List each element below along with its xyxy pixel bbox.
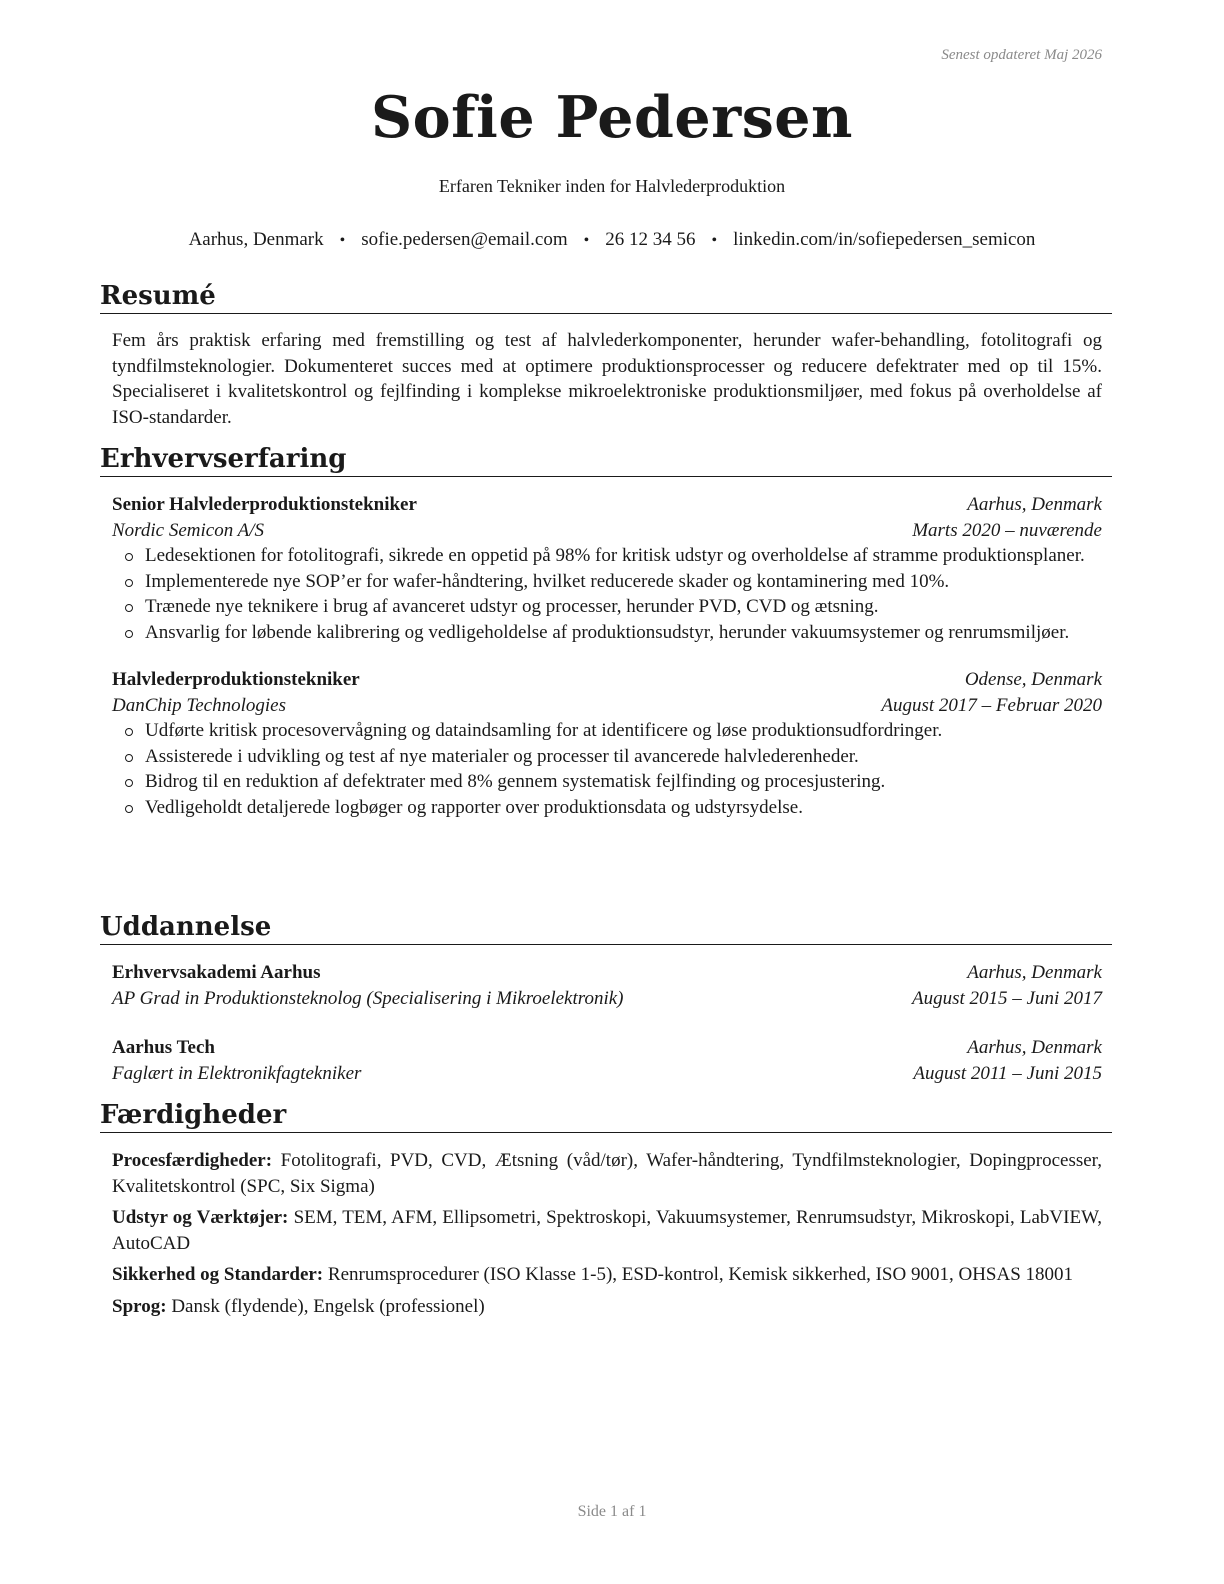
job-role: Halvlederproduktionstekniker bbox=[112, 669, 360, 690]
list-item: Ansvarlig for løbende kalibrering og vedligeholdelse af produktionsudstyr, herunder vakuumsystemer og renrumsmiljøer. bbox=[112, 620, 1102, 646]
job-dates: August 2017 – Februar 2020 bbox=[881, 694, 1102, 716]
section-title-summary: Resumé bbox=[100, 280, 1112, 314]
school-location: Aarhus, Denmark bbox=[967, 962, 1102, 983]
list-item: Implementerede nye SOP’er for wafer-håndtering, hvilket reducerede skader og kontaminering med 10%. bbox=[112, 569, 1102, 595]
job-role: Senior Halvlederproduktionstekniker bbox=[112, 494, 417, 515]
list-item: Udførte kritisk procesovervågning og dataindsamling for at identificere og løse produktionsudfordringer. bbox=[112, 718, 1102, 744]
skill-group bbox=[100, 1262, 1112, 1288]
list-item: Vedligeholdt detaljerede logbøger og rapporter over produktionsdata og udstyrsydelse. bbox=[112, 795, 1102, 821]
contact-email[interactable]: sofie.pedersen@email.com bbox=[361, 229, 568, 250]
job-dates: Marts 2020 – nuværende bbox=[912, 519, 1102, 541]
last-updated: Senest opdateret Maj 2026 bbox=[941, 47, 1102, 63]
job-bullets bbox=[112, 543, 1102, 645]
section-title-experience: Erhvervserfaring bbox=[100, 443, 1112, 477]
job-company: DanChip Technologies bbox=[112, 694, 286, 716]
job-location: Odense, Denmark bbox=[964, 669, 1102, 690]
job-entry bbox=[100, 492, 1112, 645]
education-entry bbox=[100, 960, 1112, 1011]
list-item: Bidrog til en reduktion af defektrater med 8% gennem systematisk fejlfinding og procesjustering. bbox=[112, 769, 1102, 795]
skill-text: Fotolitografi, PVD, CVD, Ætsning (våd/tør), Wafer-håndtering, Tyndfilmsteknologier, Dopingprocesser, Kvalitetskontrol (SPC, Six Sigma) bbox=[112, 1150, 1102, 1197]
skills-section bbox=[100, 1099, 1112, 1325]
skill-label: Sikkerhed og Standarder: bbox=[112, 1264, 324, 1285]
list-item: Trænede nye teknikere i brug af avanceret udstyr og processer, herunder PVD, CVD og ætsning. bbox=[112, 594, 1102, 620]
degree: AP Grad in Produktionsteknolog (Specialisering i Mikroelektronik) bbox=[112, 987, 624, 1009]
skill-group bbox=[100, 1148, 1112, 1199]
job-location: Aarhus, Denmark bbox=[967, 494, 1102, 515]
skill-label: Sprog: bbox=[112, 1295, 167, 1317]
separator-dot: • bbox=[711, 232, 718, 249]
job-company: Nordic Semicon A/S bbox=[112, 519, 264, 541]
contact-linkedin[interactable]: linkedin.com/in/sofiepedersen_semicon bbox=[733, 229, 1036, 250]
contact-location: Aarhus, Denmark bbox=[188, 229, 324, 250]
section-title-skills: Færdigheder bbox=[100, 1099, 1112, 1133]
separator-dot: • bbox=[583, 232, 590, 249]
summary-section bbox=[100, 280, 1112, 430]
skill-text: Renrumsprocedurer (ISO Klasse 1-5), ESD-kontrol, Kemisk sikkerhed, ISO 9001, OHSAS 18001 bbox=[327, 1264, 1074, 1285]
candidate-name: Sofie Pedersen bbox=[370, 84, 853, 151]
list-item: Ledesektionen for fotolitografi, sikrede en oppetid på 98% for kritisk udstyr og overholdelse af stramme produktionsplaner. bbox=[112, 543, 1102, 569]
contact-phone: 26 12 34 56 bbox=[605, 229, 696, 250]
education-entry bbox=[100, 1035, 1112, 1086]
job-bullets bbox=[112, 718, 1102, 820]
school-name: Erhvervsakademi Aarhus bbox=[112, 962, 321, 983]
education-section bbox=[100, 911, 1112, 1086]
summary-text: Fem års praktisk erfaring med fremstilling og test af halvlederkomponenter, herunder wafer-behandling, fotolitografi og tyndfilmsteknologier. Dokumenteret succes med at optimere produktionsprocesser og reducere defektrater med op til 15%. Specialiseret i kvalitetskontrol og fejlfinding i komplekse mikroelektroniske produktionsmiljøer, med fokus på overholdelse af ISO-standarder. bbox=[112, 330, 1102, 428]
contact-line bbox=[0, 229, 1224, 251]
page-number: Side 1 af 1 bbox=[577, 1503, 647, 1520]
skill-text: SEM, TEM, AFM, Ellipsometri, Spektroskopi, Vakuumsystemer, Renrumsudstyr, Mikroskopi, LabVIEW, AutoCAD bbox=[112, 1207, 1103, 1254]
education-dates: August 2015 – Juni 2017 bbox=[912, 987, 1102, 1009]
education-dates: August 2011 – Juni 2015 bbox=[913, 1062, 1102, 1084]
skill-text: Dansk (flydende), Engelsk (professionel) bbox=[171, 1295, 485, 1317]
school-location: Aarhus, Denmark bbox=[967, 1037, 1102, 1058]
skill-label: Procesfærdigheder: bbox=[112, 1150, 273, 1171]
degree: Faglært in Elektronikfagtekniker bbox=[112, 1062, 362, 1084]
skill-group bbox=[100, 1205, 1112, 1256]
school-name: Aarhus Tech bbox=[112, 1037, 215, 1058]
skill-group bbox=[100, 1294, 1112, 1320]
experience-section bbox=[100, 443, 1112, 820]
skill-label: Udstyr og Værktøjer: bbox=[112, 1207, 289, 1228]
job-entry bbox=[100, 667, 1112, 820]
separator-dot: • bbox=[339, 232, 346, 249]
section-title-education: Uddannelse bbox=[100, 911, 1112, 945]
list-item: Assisterede i udvikling og test af nye materialer og processer til avancerede halvlederenheder. bbox=[112, 744, 1102, 770]
tagline: Erfaren Tekniker inden for Halvlederproduktion bbox=[438, 176, 786, 196]
